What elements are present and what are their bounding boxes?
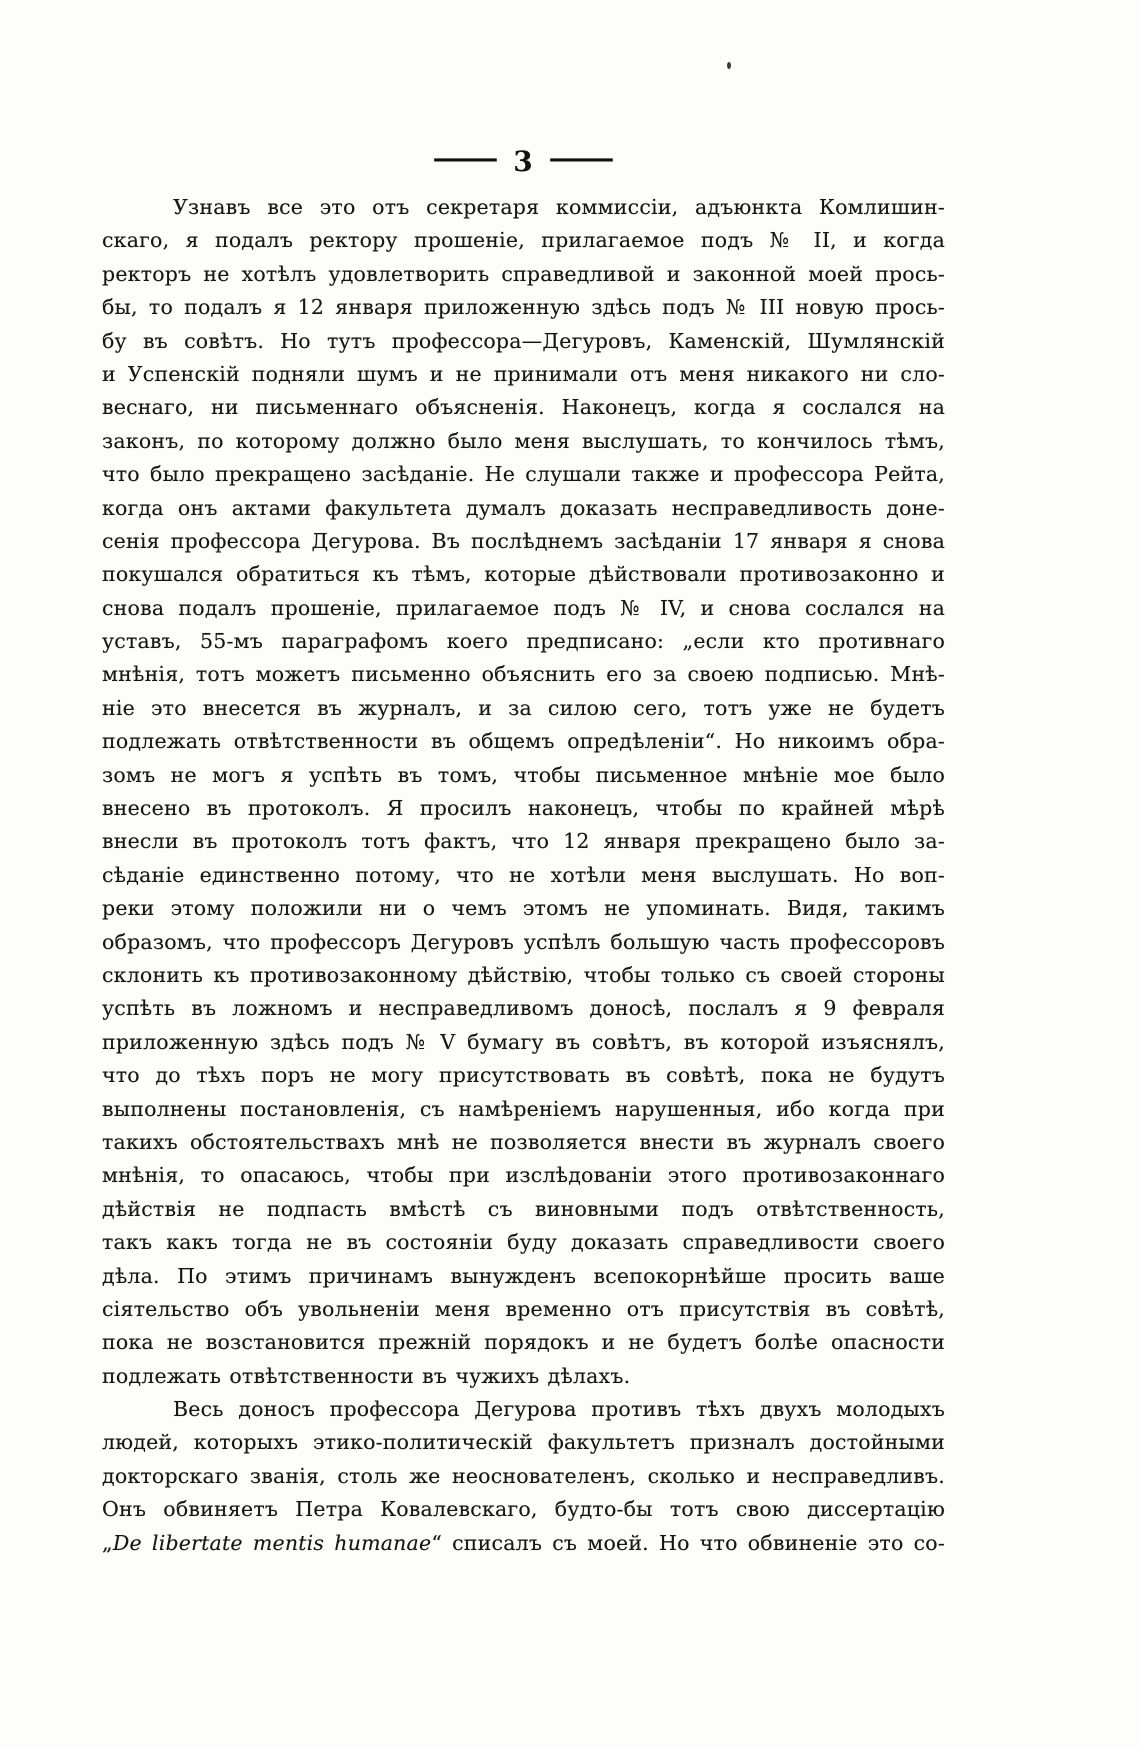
text-line: внесено въ протоколъ. Я просилъ наконецъ, чтобы по крайней мѣрѣ <box>102 796 945 821</box>
page-number: 3 <box>513 145 534 178</box>
ink-speck <box>727 62 731 69</box>
text-line: подлежать отвѣтственности въ общемъ опредѣленіи“. Но никоимъ обра- <box>102 729 945 754</box>
text-line: бу въ совѣтъ. Но тутъ профессора—Дегуровъ, Каменскій, Шумлянскій <box>102 328 945 353</box>
text-line: Онъ обвиняетъ Петра Ковалевскаго, будто-бы тотъ свою диссертацію <box>102 1497 945 1522</box>
text-line <box>102 1527 945 1560</box>
text-line: дѣла. По этимъ причинамъ вынужденъ всепокорнѣйше просить ваше <box>102 1263 945 1288</box>
text-line: выполнены постановленія, съ намѣреніемъ нарушенныя, ибо когда при <box>102 1096 945 1121</box>
text-line: реки этому положили ни о чемъ этомъ не упоминать. Видя, такимъ <box>102 896 945 921</box>
text-line: подлежать отвѣтственности въ чужихъ дѣлахъ. <box>102 1363 631 1388</box>
page-header <box>0 143 1047 178</box>
text-line: склонить къ противозаконному дѣйствію, чтобы только съ своей стороны <box>102 962 945 987</box>
text-line: законъ, по которому должно было меня выслушать, то кончилось тѣмъ, <box>102 428 945 453</box>
paragraph-1 <box>102 191 945 1393</box>
text-line: веснаго, ни письменнаго объясненія. Наконецъ, когда я сослался на <box>102 395 945 420</box>
text-line: бы, то подалъ я 12 января приложенную здѣсь подъ № III новую прось- <box>102 295 945 320</box>
text-line: такихъ обстоятельствахъ мнѣ не позволяется внести въ журналъ своего <box>102 1129 945 1154</box>
text-line: мнѣнія, то опасаюсь, чтобы при изслѣдованіи этого противозаконнаго <box>102 1163 945 1188</box>
text-line: ректоръ не хотѣлъ удовлетворить справедливой и законной моей прось- <box>102 261 945 286</box>
body-text <box>102 191 945 1560</box>
text-line: докторскаго званія, столь же неоснователенъ, сколько и несправедливъ. <box>102 1463 945 1488</box>
text-line: мнѣнія, тотъ можетъ письменно объяснить его за своею подписью. Мнѣ- <box>102 662 945 687</box>
text-line: что было прекращено засѣданіе. Не слушали также и профессора Рейта, <box>102 462 945 487</box>
text-line: зомъ не могъ я успѣть въ томъ, чтобы письменное мнѣніе мое было <box>102 762 945 787</box>
open-quote: „ <box>102 1530 113 1555</box>
text-line: дѣйствія не подпасть вмѣстѣ съ виновными подъ отвѣтственность, <box>102 1196 945 1221</box>
latin-phrase: De libertate mentis humanae <box>112 1530 432 1555</box>
text-line: ніе это внесется въ журналъ, и за силою сего, тотъ уже не будетъ <box>102 695 945 720</box>
text-line: сенія профессора Дегурова. Въ послѣднемъ засѣданіи 17 января я снова <box>102 528 945 553</box>
text-line: скаго, я подалъ ректору прошеніе, прилагаемое подъ № II, и когда <box>102 228 945 253</box>
text-line: покушался обратиться къ тѣмъ, которые дѣйствовали противозаконно и <box>102 562 945 587</box>
text-line: пока не возстановится прежній порядокъ и не будетъ болѣе опасности <box>102 1330 945 1355</box>
line-rest: “ списалъ съ моей. Но что обвиненіе это со- <box>431 1530 945 1555</box>
text-line: сіятельство объ увольненіи меня временно отъ присутствія въ совѣтѣ, <box>102 1296 945 1321</box>
text-line: людей, которыхъ этико-политическій факультетъ призналъ достойными <box>102 1430 945 1455</box>
text-line: сѣданіе единственно потому, что не хотѣли меня выслушать. Но воп- <box>102 862 945 887</box>
text-line: внесли въ протоколъ тотъ фактъ, что 12 января прекращено было за- <box>102 829 945 854</box>
text-line: Узнавъ все это отъ секретаря коммиссіи, адъюнкта Комлишин- <box>173 195 945 219</box>
header-dash-left: — <box>430 143 501 174</box>
header-dash-right: — <box>546 143 617 174</box>
text-line: снова подалъ прошеніе, прилагаемое подъ № IV, и снова сослался на <box>102 595 945 620</box>
text-line: Весь доносъ профессора Дегурова противъ тѣхъ двухъ молодыхъ <box>173 1397 945 1422</box>
text-line: приложенную здѣсь подъ № V бумагу въ совѣтъ, въ которой изъяснялъ, <box>102 1029 945 1054</box>
text-line: такъ какъ тогда не въ состояніи буду доказать справедливости своего <box>102 1230 945 1255</box>
text-line: образомъ, что профессоръ Дегуровъ успѣлъ большую часть профессоровъ <box>102 929 945 954</box>
text-line: и Успенскій подняли шумъ и не принимали отъ меня никакого ни сло- <box>102 361 945 386</box>
text-line: когда онъ актами факультета думалъ доказать несправедливость доне- <box>102 495 945 520</box>
paragraph-2 <box>102 1393 945 1560</box>
text-line: что до тѣхъ поръ не могу присутствовать въ совѣтѣ, пока не будутъ <box>102 1063 945 1088</box>
text-line: уставъ, 55-мъ параграфомъ коего предписано: „если кто противнаго <box>102 629 945 654</box>
text-line: успѣть въ ложномъ и несправедливомъ доносѣ, послалъ я 9 февраля <box>102 996 945 1021</box>
